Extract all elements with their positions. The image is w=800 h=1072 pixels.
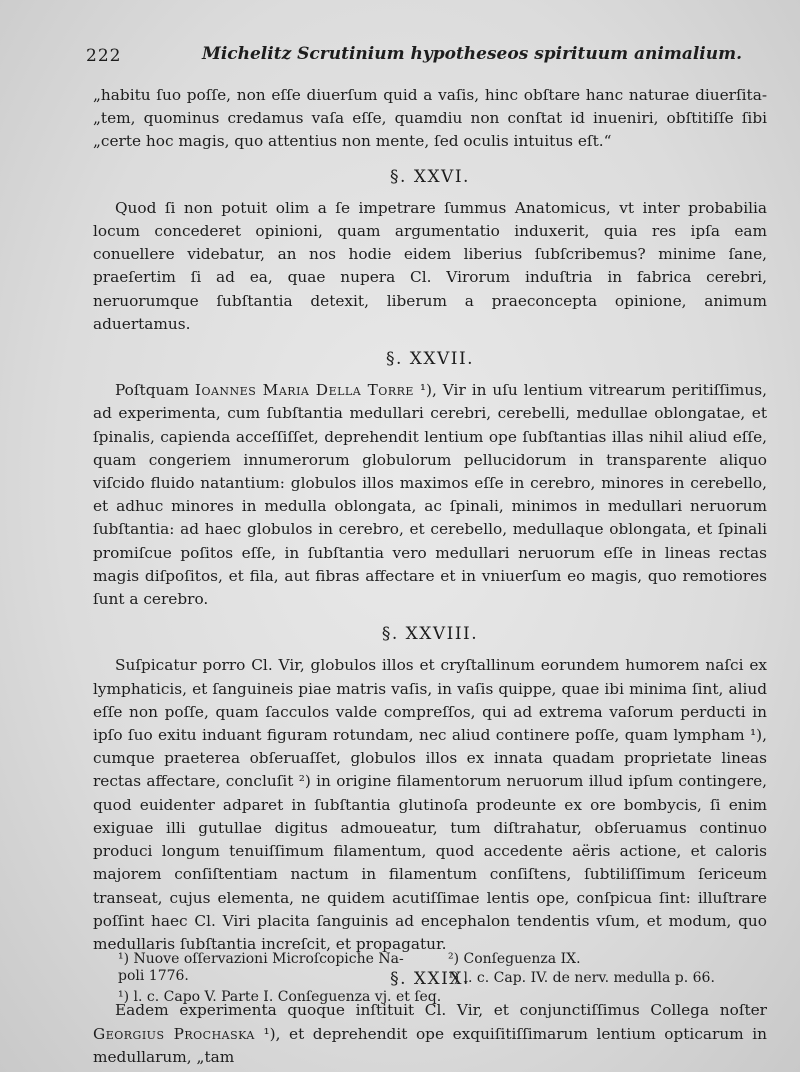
author-name-prochaska: Georgius Prochaska [93, 1024, 255, 1043]
footnote-1-line-2: poli 1776. [118, 968, 189, 984]
paragraph-xxix-start: Eadem experimenta quoque inſtituit Cl. Vir, et conjunctiſſimus Collega noſter [115, 1001, 767, 1020]
paragraph-xxvi: Quod ſi non potuit olim a ſe impetrare ſummus Anatomicus, vt inter probabilia locum concederet opinioni, quam argumentatio induxerit, quia res ipſa eam conuellere videbatur, an nos hodie eidem liberius ſubſcribemus? minime ſane, praeſertim ſi ad ea, quae nupera Cl. Virorum induſtria in fabrica cerebri, neruorumque ſubſtantia detexit, liberum a praeconcepta opinione, animum aduertamus. [93, 198, 767, 333]
page-header [86, 42, 760, 70]
footnote-1-line-1: ¹) Nuove oſſervazioni Microſcopiche Na- [118, 951, 404, 967]
author-name-della-torre: Ioannes Maria Della Torre [194, 381, 414, 400]
catchword: „tam [196, 1047, 235, 1066]
paragraph-xxvii-start: Poſtquam [115, 381, 189, 400]
section-heading-xxvi: §. XXVI. [390, 166, 470, 187]
footnotes [118, 950, 754, 1010]
paragraph-xxix-body: ¹), et deprehendit ope exquiſitiſſimarum lentium opticarum in medullarum, [93, 1024, 767, 1066]
main-text [93, 84, 767, 1069]
paragraph-xxviii: Suſpicatur porro Cl. Vir, globulos illos et cryſtallinum eorundem humorem naſci ex lymphaticis, et ſanguineis piae matris vaſis, in vaſis quippe, quae ibi minima ſint, aliud eſſe non poſſe, quam ſacculos valde compreſſos, qui ad extrema vaſorum perducti in ipſo ſuo exitu induant figuram rotundam, nec aliud continere poſſe, quam lympham ¹), cumque praeterea obſeruaſſet, globulos illos ex innata quadam proprietate lineas rectas affectare, concluſit ²) in origine filamentorum neruorum illud ipſum contingere, quod euidenter adparet in ſubſtantia glutinoſa prodeunte ex ore bombycis, ſi enim exiguae illi gutullae digitus admoueatur, tum diſtrahatur, obſeruamus continuo produci longum tenuiſſimum filamentum, quod accedente aëris actione, et caloris majorem conſiſtentiam nactum in filamentum conſiſtens, ſubtiliſſimum ſericeum transeat, cujus elementa, ne quidem acutiſſimae lentis ope, conſpicua ſint: illuſtrare poſſint haec Cl. Viri placita ſanguinis ad encephalon tendentis vſum, et modum, quo medullaris ſubſtantia increſcit, et propagatur. [93, 656, 767, 953]
page-number: 222 [86, 46, 122, 66]
footnote-2: ²) Conſeguenza IX. [448, 951, 581, 967]
footnote-4: ¹) l. c. Capo V. Parte I. Conſeguenza vj. et ſeq. [118, 989, 442, 1005]
section-heading-xxviii: §. XXVIII. [381, 624, 479, 645]
footnote-3: ¹) l. c. Cap. IV. de nerv. medulla p. 66. [448, 970, 715, 986]
section-heading-xxix: §. XXIX. [390, 969, 470, 990]
paragraph-xxvii [93, 379, 767, 611]
paragraph-xxvii-body: ¹), Vir in uſu lentium vitrearum peritiſſimus, ad experimenta, cum ſubſtantia medullari cerebri, cerebelli, medullae oblongatae, et ſpinalis, capienda acceſſiſſet, deprehendit lentium ope ſubſtantias illas nihil aliud eſſe, quam congeriem innumerorum globulorum pellucidorum in transparente aliquo viſcido fluido natantium: globulos illos maximos eſſe in cerebro, minores in cerebello, et adhuc minores in medulla oblongata, ac ſpinali, minimos in medullari neruorum ſubſtantia: ad haec globulos in cerebro, et cerebello, medullaque oblongata, et ſpinali promiſcue poſitos eſſe, in ſubſtantia vero medullari neruorum eſſe in lineas rectas magis diſpoſitos, et fila, aut fibras affectare et in vniuerſum eo magis, quo remotiores ſunt a cerebro. [93, 381, 767, 609]
section-heading-xxvii: §. XXVII. [385, 349, 475, 370]
running-title: Michelitz Scrutinium hypotheseos spirituum animalium. [202, 44, 743, 64]
paragraph-quote-end: „habitu ſuo poſſe, non eſſe diuerſum quid a vaſis, hinc obſtare hanc naturae diuerſita- „tem, quominus credamus vaſa eſſe, quamdiu non conſtat id inueniri, obſtitiſſe ſibi „certe hoc magis, quo attentius non mente, ſed oculis intuitus eſt.“ [93, 86, 767, 151]
